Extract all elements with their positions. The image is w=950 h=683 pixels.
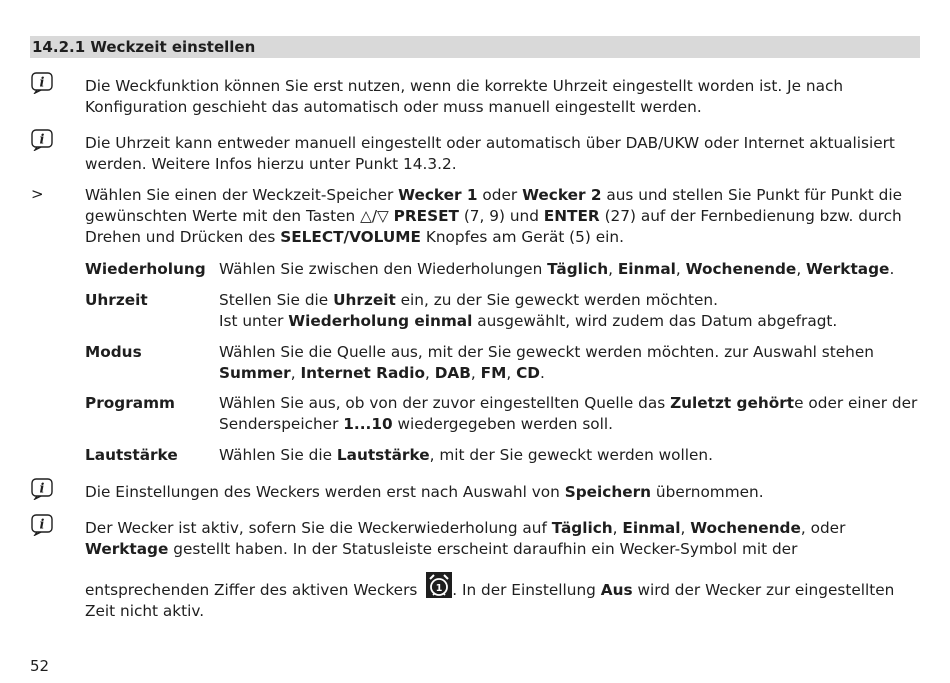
desc-modus: Wählen Sie die Quelle aus, mit der Sie geweckt werden möchten. zur Auswahl stehen Summer, Internet Radio, DAB, FM, CD.	[219, 343, 874, 382]
term-lautstaerke: Lautstärke	[85, 446, 178, 464]
desc-programm: Wählen Sie aus, ob von der zuvor eingestellten Quelle das Zuletzt gehörte oder einer der Senderspeicher 1...10 wiedergegeben werden soll.	[219, 394, 918, 433]
desc-uhrzeit: Stellen Sie die Uhrzeit ein, zu der Sie geweckt werden möchten. Ist unter Wiederholung einmal ausgewählt, wird zudem das Datum abgefragt.	[219, 291, 838, 330]
section-heading-bar	[30, 36, 920, 58]
alarm-digit: 1	[435, 583, 443, 594]
alarm-clock-icon	[426, 572, 452, 598]
svg-text:i: i	[39, 481, 45, 497]
info-icon	[31, 72, 55, 94]
desc-wiederholung: Wählen Sie zwischen den Wiederholungen Täglich, Einmal, Wochenende, Werktage.	[219, 260, 895, 278]
info-icon	[31, 129, 55, 151]
section-heading: 14.2.1 Weckzeit einstellen	[32, 38, 256, 56]
info-paragraph-4-continued: entsprechenden Ziffer des aktiven Weckers 1 . In der Einstellung Aus wird der Wecker zur eingestellten Zeit nicht aktiv.	[85, 572, 925, 622]
info-paragraph-3: Die Einstellungen des Weckers werden erst nach Auswahl von Speichern übernommen.	[85, 483, 764, 501]
term-uhrzeit: Uhrzeit	[85, 291, 148, 309]
info-icon	[31, 478, 55, 500]
info-paragraph-1: Die Weckfunktion können Sie erst nutzen, wenn die korrekte Uhrzeit eingestellt worden ist. Je nach Konfiguration geschieht das automatisch oder muss manuell eingestellt werden.	[85, 77, 844, 116]
svg-text:i: i	[39, 517, 45, 533]
svg-text:i: i	[39, 75, 45, 91]
info-icon	[31, 514, 55, 536]
page-number: 52	[30, 657, 50, 675]
term-modus: Modus	[85, 343, 142, 361]
step-marker: >	[31, 185, 44, 203]
info-paragraph-2: Die Uhrzeit kann entweder manuell eingestellt oder automatisch über DAB/UKW oder Internet aktualisiert werden. Weitere Infos hierzu unter Punkt 14.3.2.	[85, 134, 895, 173]
svg-text:i: i	[39, 132, 45, 148]
term-programm: Programm	[85, 394, 175, 412]
term-wiederholung: Wiederholung	[85, 260, 206, 278]
step-paragraph: Wählen Sie einen der Weckzeit-Speicher Wecker 1 oder Wecker 2 aus und stellen Sie Punkt für Punkt die gewünschten Werte mit den Tasten △/▽ PRESET (7, 9) und ENTER (27) auf der Fernbedienung bzw. durch Drehen und Drücken des SELECT/VOLUME Knopfes am Gerät (5) ein.	[85, 186, 903, 246]
info-paragraph-4: Der Wecker ist aktiv, sofern Sie die Weckerwiederholung auf Täglich, Einmal, Wochenende, oder Werktage gestellt haben. In der Statusleiste erscheint daraufhin ein Wecker-Symbol mit der	[85, 519, 846, 558]
desc-lautstaerke: Wählen Sie die Lautstärke, mit der Sie geweckt werden wollen.	[219, 446, 713, 464]
